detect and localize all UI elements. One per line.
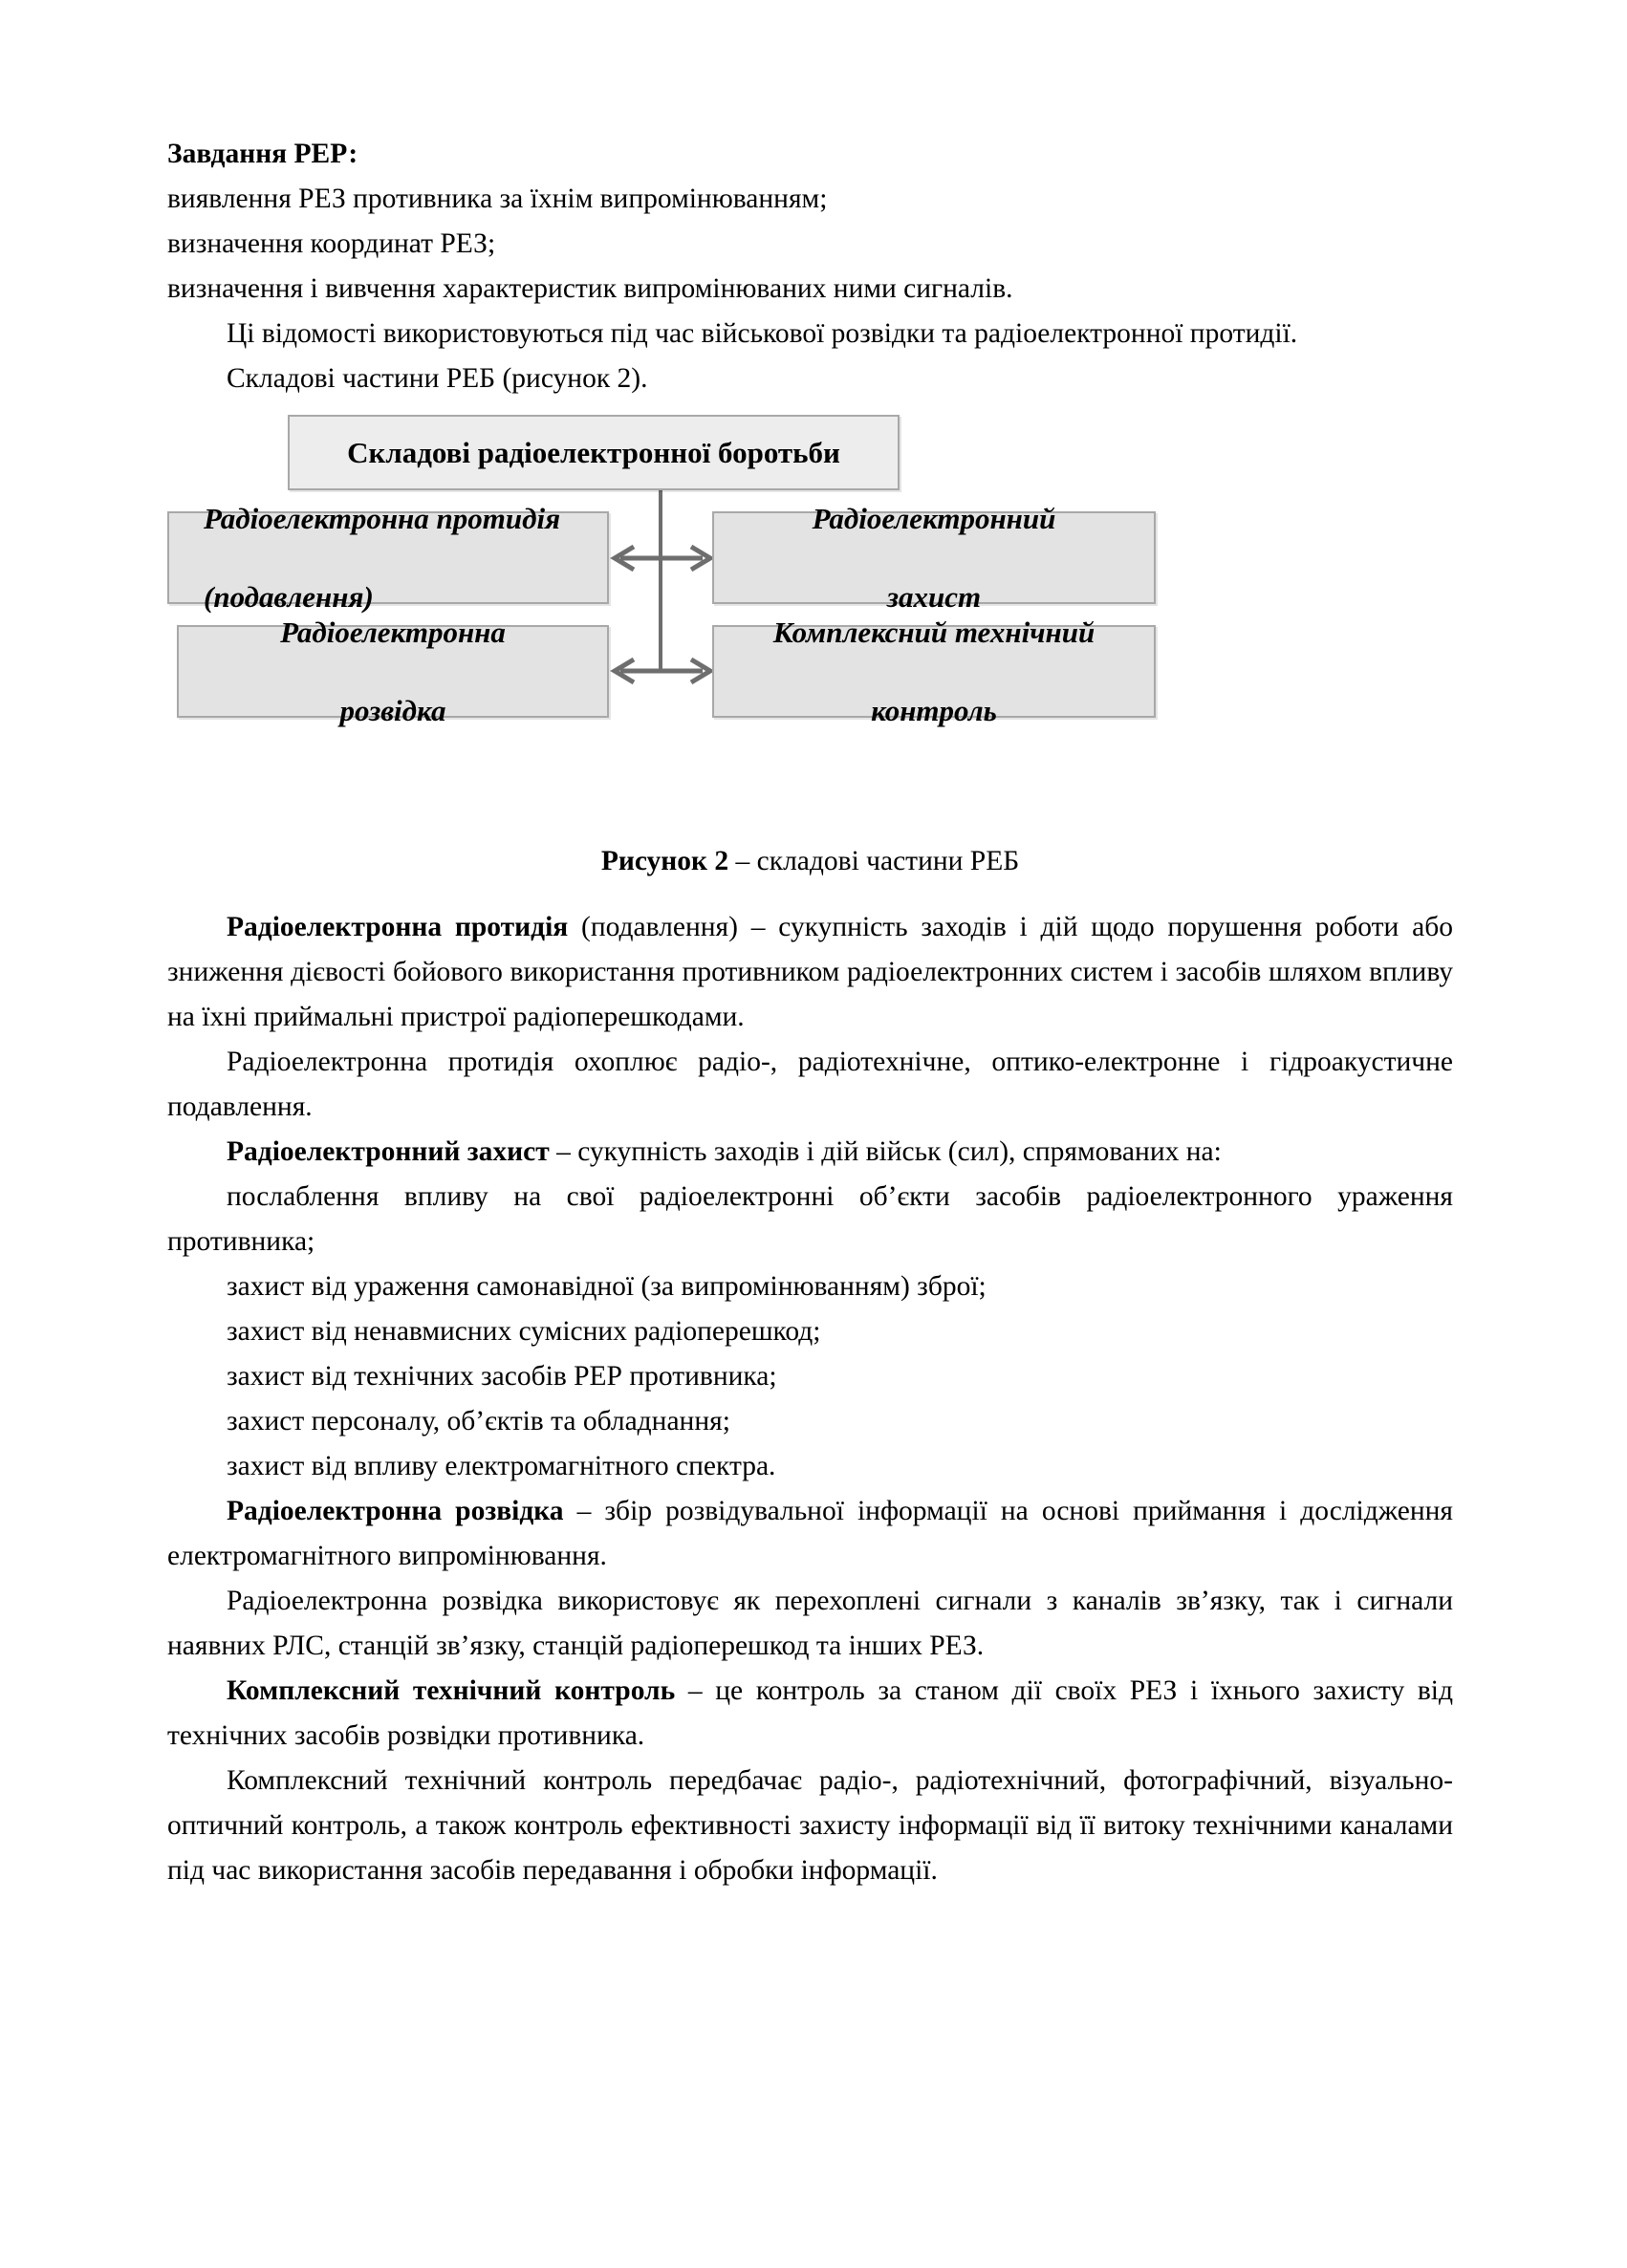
term-er-body: – збір розвідувальної інформації на основі приймання і дослідження електромагнітного випромінювання.	[167, 1496, 1453, 1571]
paragraph-er-definition	[167, 1489, 1453, 1579]
figure-box-left-bottom-text	[179, 613, 607, 730]
figure-reb-components	[167, 415, 1453, 727]
figure-box-left-top-line2: (подавлення)	[204, 580, 374, 614]
paragraph-ctc-definition	[167, 1669, 1453, 1759]
figure-box-right-top-line1: Радіоелектронний	[812, 502, 1056, 535]
figure-box-left-bottom-line2: розвідка	[339, 694, 446, 727]
document-content	[167, 132, 1453, 1893]
paragraph-usage: Ці відомості використовуються під час військової розвідки та радіоелектронної протидії.	[227, 318, 1298, 349]
figure-box-electronic-protection	[712, 502, 1156, 614]
figure-box-left-top-line1: Радіоелектронна протидія	[204, 502, 561, 535]
figure-box-top-label: Складові радіоелектронної боротьби	[347, 436, 840, 469]
section-heading: Завдання РЕР:	[167, 139, 358, 169]
figure-box-right-bottom-line1: Комплексний технічний	[772, 616, 1096, 649]
task-line-2: визначення координат РЕЗ;	[167, 228, 496, 259]
figure-box-complex-technical-control	[712, 616, 1156, 727]
term-ctc: Комплексний технічний контроль	[227, 1675, 676, 1706]
figure-box-left-bottom-line1: Радіоелектронна	[280, 616, 506, 649]
task-line-3: визначення і вивчення характеристик випромінюваних ними сигналів.	[167, 273, 1013, 304]
paragraph-ecm-definition	[167, 905, 1453, 1040]
figure-caption	[167, 839, 1453, 884]
list-item: захист від впливу електромагнітного спектра.	[227, 1451, 776, 1481]
list-item: захист від ненавмисних сумісних радіоперешкод;	[227, 1316, 821, 1347]
figure-box-right-bottom-line2: контроль	[871, 694, 997, 727]
list-item: захист від ураження самонавідної (за випромінюванням) зброї;	[227, 1271, 987, 1302]
paragraph-parts: Складові частини РЕБ (рисунок 2).	[227, 363, 648, 394]
paragraph-ep-definition	[167, 1130, 1453, 1175]
list-item: захист від технічних засобів РЕР противника;	[227, 1361, 777, 1392]
figure-caption-text: – складові частини РЕБ	[728, 846, 1020, 876]
figure-box-left-top-text	[169, 499, 607, 616]
paragraph-ctc-scope: Комплексний технічний контроль передбачає радіо-, радіотехнічний, фотографічний, візуально-оптичний контроль, а також контроль ефективності захисту інформації від її витоку технічними каналами під час використання засобів передавання і обробки інформації.	[167, 1765, 1453, 1886]
figure-box-right-bottom-text	[714, 613, 1154, 730]
term-er: Радіоелектронна розвідка	[227, 1496, 564, 1526]
figure-box-right-top-line2: захист	[886, 580, 982, 614]
term-ep-body: – сукупність заходів і дій військ (сил), спрямованих на:	[549, 1136, 1222, 1167]
task-line-1: виявлення РЕЗ противника за їхнім випромінюванням;	[167, 184, 828, 214]
figure-box-electronic-reconnaissance	[177, 616, 609, 727]
term-ctc-body: – це контроль за станом дії своїх РЕЗ і їхнього захисту від технічних засобів розвідки противника.	[167, 1675, 1453, 1751]
term-ecm: Радіоелектронна протидія	[227, 912, 569, 942]
list-item: послаблення впливу на свої радіоелектронні об’єкти засобів радіоелектронного ураження противника;	[167, 1181, 1453, 1257]
paragraph-er-usage: Радіоелектронна розвідка використовує як перехоплені сигнали з каналів зв’язку, так і сигнали наявних РЛС, станцій зв’язку, станцій радіоперешкод та інших РЕЗ.	[167, 1586, 1453, 1661]
figure-box-top	[288, 415, 900, 490]
term-ep: Радіоелектронний захист	[227, 1136, 550, 1167]
spacer	[167, 884, 1453, 905]
figure-box-right-top-text	[714, 499, 1154, 616]
figure-box-electronic-countermeasures	[167, 502, 609, 614]
term-ecm-body: (подавлення) – сукупність заходів і дій щодо порушення роботи або зниження дієвості бойового використання противником радіоелектронних систем і засобів шляхом впливу на їхні приймальні пристрої радіоперешкодами.	[167, 912, 1453, 1032]
paragraph-ecm-scope: Радіоелектронна протидія охоплює радіо-, радіотехнічне, оптико-електронне і гідроакустичне подавлення.	[167, 1047, 1453, 1122]
figure-caption-number: Рисунок 2	[600, 846, 729, 876]
list-item: захист персоналу, об’єктів та обладнання;	[227, 1406, 730, 1436]
